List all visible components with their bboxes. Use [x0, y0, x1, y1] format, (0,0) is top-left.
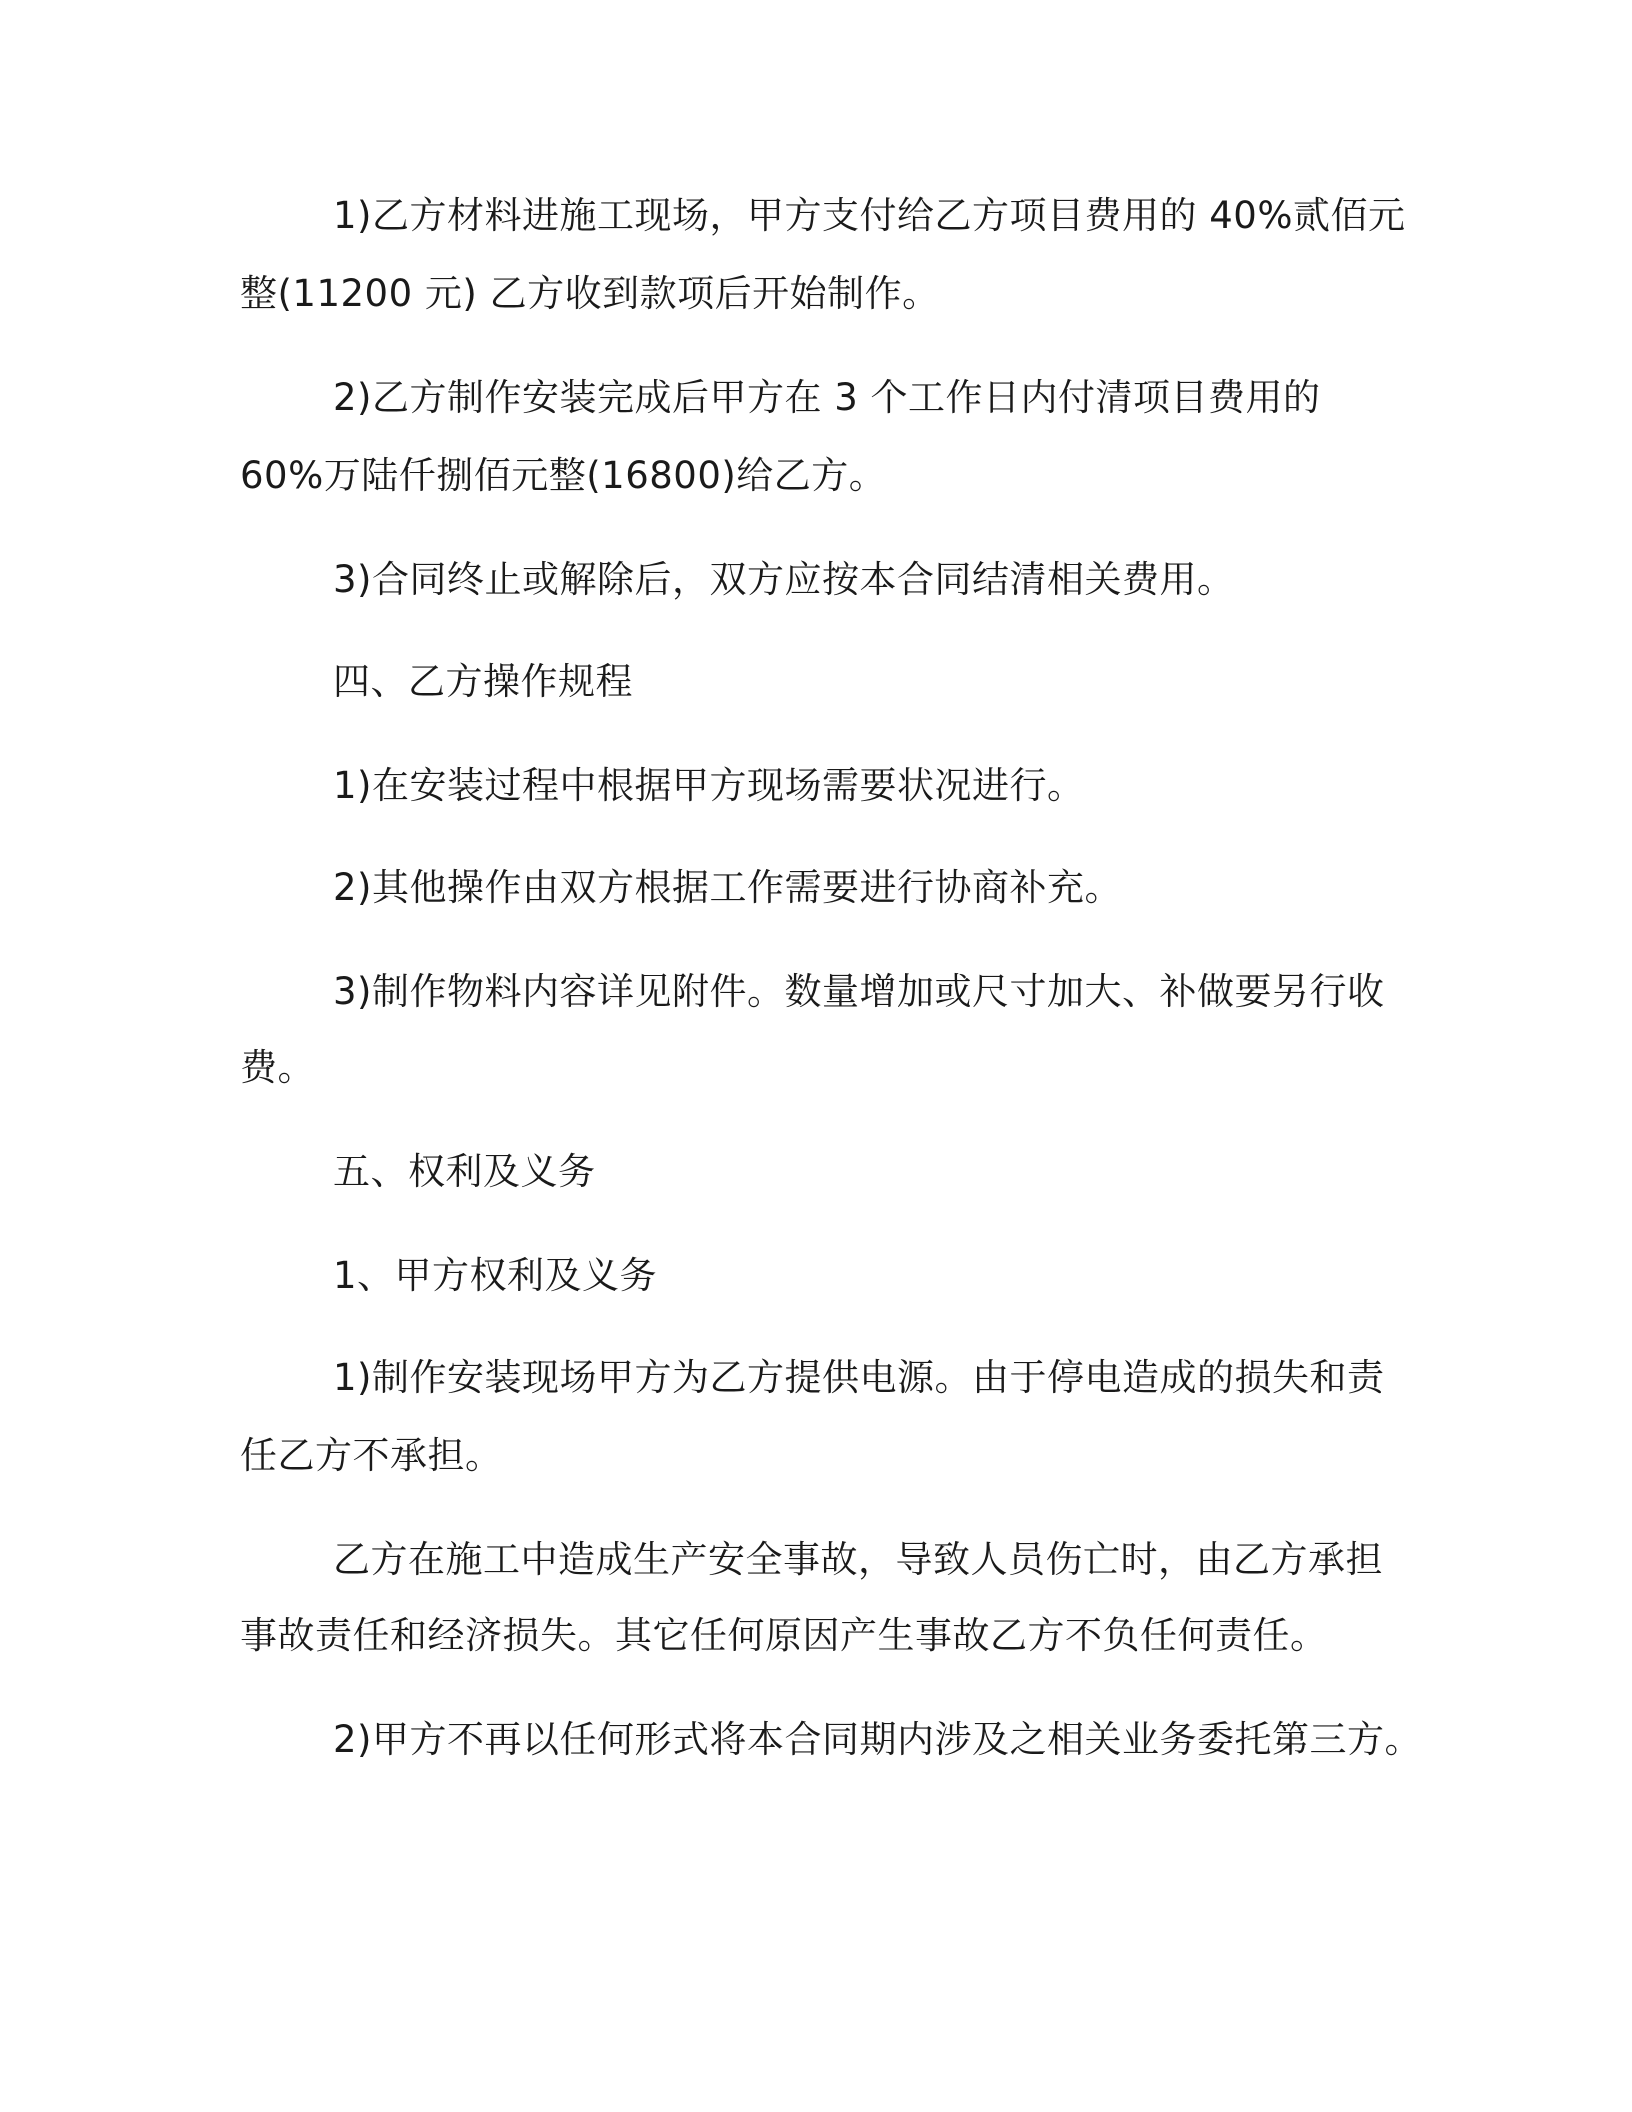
text-line: 1)制作安装现场甲方为乙方提供电源。由于停电造成的损失和责	[333, 1356, 1385, 1399]
text-line: 2)其他操作由双方根据工作需要进行协商补充。	[333, 866, 1122, 909]
subsection-heading: 1、甲方权利及义务	[333, 1254, 658, 1297]
text-line: 事故责任和经济损失。其它任何原因产生事故乙方不负任何责任。	[240, 1614, 1328, 1657]
text-line: 3)合同终止或解除后，双方应按本合同结清相关费用。	[333, 558, 1235, 601]
section-heading: 四、乙方操作规程	[333, 660, 633, 703]
text-line: 乙方在施工中造成生产安全事故，导致人员伤亡时，由乙方承担	[333, 1538, 1383, 1581]
text-line: 1)在安装过程中根据甲方现场需要状况进行。	[333, 764, 1085, 807]
text-line: 2)甲方不再以任何形式将本合同期内涉及之相关业务委托第三方。	[333, 1718, 1422, 1761]
text-line: 任乙方不承担。	[240, 1434, 503, 1477]
section-heading: 五、权利及义务	[333, 1150, 596, 1193]
text-line: 1)乙方材料进施工现场，甲方支付给乙方项目费用的 40%贰佰元	[333, 194, 1406, 237]
text-line: 60%万陆仟捌佰元整(16800)给乙方。	[240, 454, 887, 497]
text-line: 2)乙方制作安装完成后甲方在 3 个工作日内付清项目费用的	[333, 376, 1321, 419]
text-line: 整(11200 元) 乙方收到款项后开始制作。	[240, 272, 940, 315]
text-line: 费。	[240, 1046, 315, 1089]
text-line: 3)制作物料内容详见附件。数量增加或尺寸加大、补做要另行收	[333, 970, 1385, 1013]
